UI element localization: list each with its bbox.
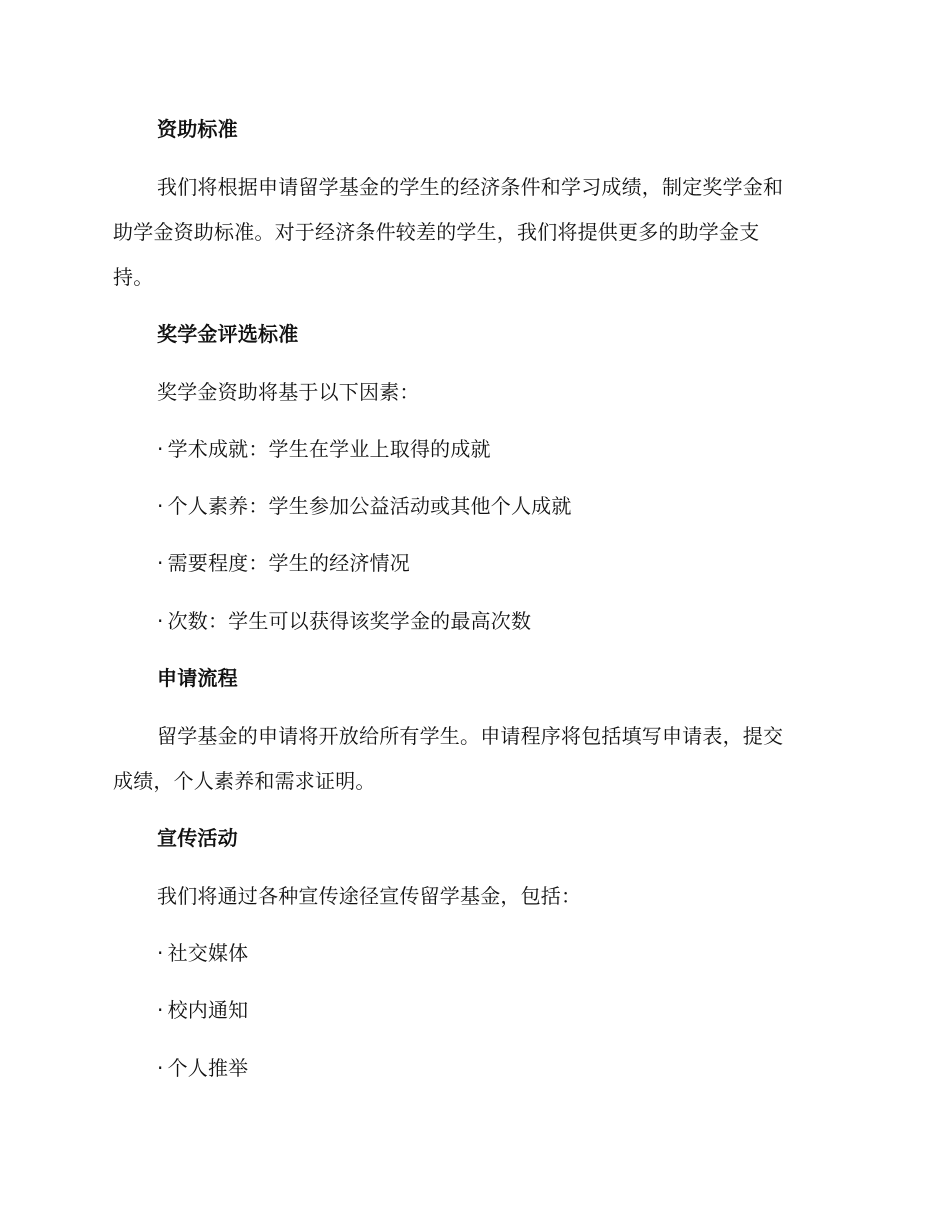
promotion-bullet-item [157, 998, 248, 1022]
scholarship-intro: 奖学金资助将基于以下因素： [157, 380, 420, 404]
bullet-text: 学术成就：学生在学业上取得的成就 [167, 437, 491, 461]
application-paragraph-line-1: 留学基金的申请将开放给所有学生。申请程序将包括填写申请表，提交 [157, 724, 784, 748]
bullet-icon: · [157, 941, 164, 965]
bullet-icon: · [157, 1056, 164, 1080]
funding-paragraph-line-1: 我们将根据申请留学基金的学生的经济条件和学习成绩，制定奖学金和 [157, 175, 784, 199]
scholarship-bullet-item [157, 494, 572, 518]
bullet-icon: · [157, 494, 164, 518]
funding-heading: 资助标准 [157, 117, 238, 141]
scholarship-bullet-item [157, 609, 531, 633]
scholarship-heading: 奖学金评选标准 [157, 322, 299, 346]
bullet-text: 需要程度：学生的经济情况 [167, 551, 410, 575]
funding-paragraph-line-3: 持。 [113, 265, 154, 289]
promotion-heading: 宣传活动 [157, 826, 238, 850]
bullet-text: 社交媒体 [167, 941, 249, 965]
promotion-bullet-item [157, 941, 248, 965]
bullet-text: 个人素养：学生参加公益活动或其他个人成就 [167, 494, 572, 518]
bullet-icon: · [157, 437, 164, 461]
bullet-text: 次数：学生可以获得该奖学金的最高次数 [167, 609, 532, 633]
bullet-text: 校内通知 [167, 998, 249, 1022]
application-heading: 申请流程 [157, 666, 238, 690]
application-paragraph-line-2: 成绩，个人素养和需求证明。 [113, 769, 376, 793]
bullet-icon: · [157, 609, 164, 633]
bullet-text: 个人推举 [167, 1056, 249, 1080]
promotion-intro: 我们将通过各种宣传途径宣传留学基金，包括： [157, 884, 582, 908]
promotion-bullet-item [157, 1056, 248, 1080]
scholarship-bullet-item [157, 437, 491, 461]
scholarship-bullet-item [157, 551, 410, 575]
funding-paragraph-line-2: 助学金资助标准。对于经济条件较差的学生，我们将提供更多的助学金支 [113, 220, 760, 244]
bullet-icon: · [157, 551, 164, 575]
bullet-icon: · [157, 998, 164, 1022]
